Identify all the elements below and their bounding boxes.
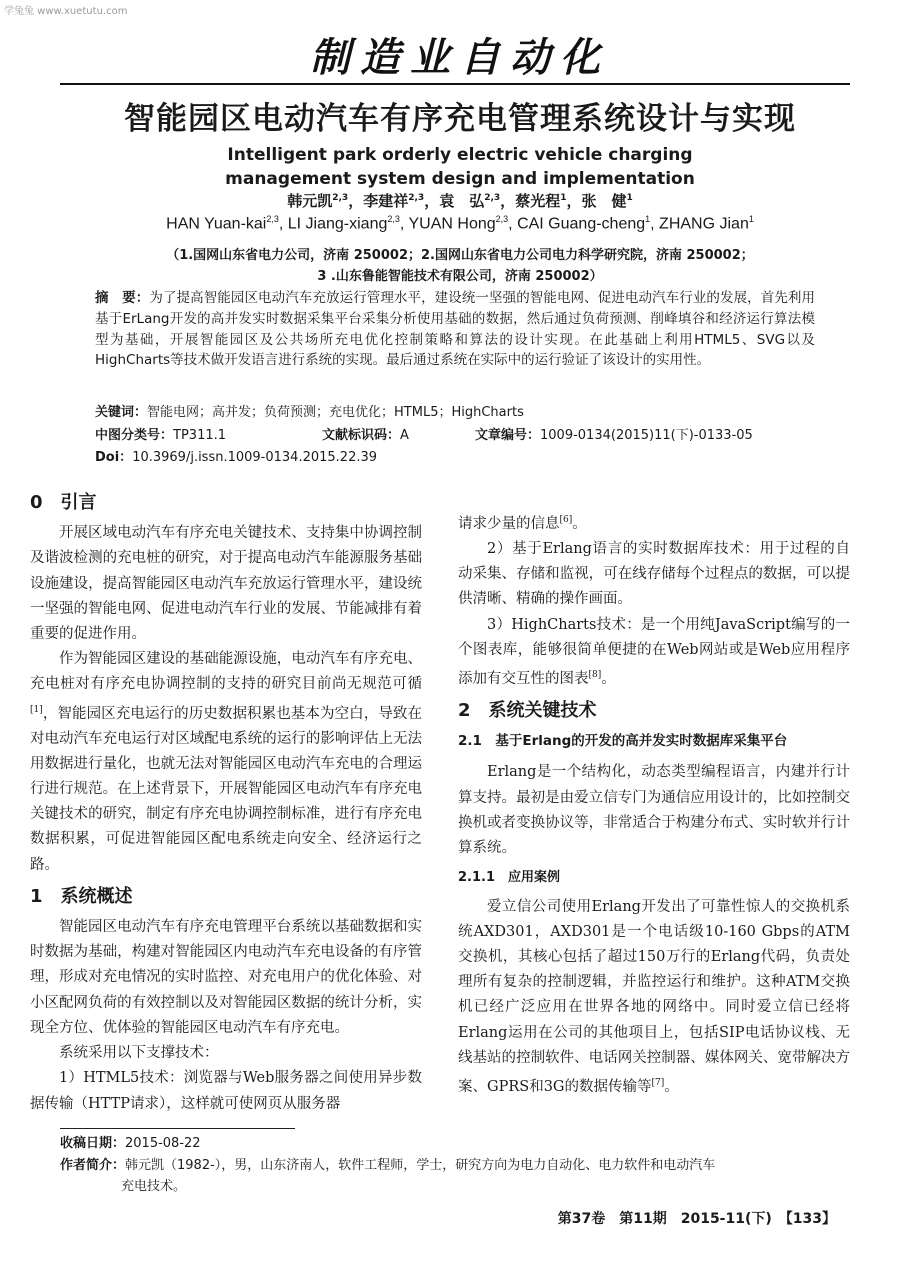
section-0-paragraph-2 <box>30 647 422 878</box>
citation-7: [7] <box>651 1077 665 1088</box>
left-column <box>30 484 422 1117</box>
author-bio-line-1: 韩元凯（1982-），男，山东济南人，软件工程师，学士，研究方向为电力自动化、电力软件和电动汽车 <box>125 1158 716 1173</box>
author-en-affil-mark-4: 1 <box>645 214 651 224</box>
author-en-affil-mark-3: 2,3 <box>495 214 509 224</box>
doi-label: Doi： <box>95 450 133 465</box>
doc-code-value: A <box>400 428 409 443</box>
right-paragraph-2 <box>458 613 850 692</box>
article-no-value: 1009-0134(2015)11(下)-0133-05 <box>540 428 753 443</box>
section-1-heading: 1 系统概述 <box>30 885 133 907</box>
received-value: 2015-08-22 <box>125 1136 201 1151</box>
section-1-paragraph-3: 1）HTML5技术：浏览器与Web服务器之间使用异步数据传输（HTTP请求），这样就可使网页从服务器 <box>30 1070 422 1112</box>
keywords <box>95 401 524 420</box>
article-number <box>475 424 753 443</box>
author-en-affil-mark-5: 1 <box>748 214 754 224</box>
author-bio <box>60 1155 850 1176</box>
r-p0-text-a: 请求少量的信息 <box>458 515 560 532</box>
author-cn-name-3: 袁 弘 <box>439 192 485 210</box>
right-paragraph-0 <box>458 508 850 537</box>
s211-p1-text-b: 。 <box>664 1078 679 1095</box>
clc-value: TP311.1 <box>173 428 227 443</box>
authors-english: HAN Yuan-kai$^{2,3}$, LI Jiang-xiang$^{2,3}$, YUAN Hong$^{2,3}$, CAI Guang-cheng$^1$, ZHANG Jian$^1$ <box>166 214 754 233</box>
author-en-name-2: LI Jiang-xiang <box>287 215 388 233</box>
r-p0-text-b: 。 <box>572 515 587 532</box>
abstract-label: 摘 要： <box>95 290 150 306</box>
section-2-1-paragraph-1: Erlang是一个结构化，动态类型编程语言，内建并行计算支持。最初是由爱立信专门为通信应用设计的，比如控制交换机或者变换协议等，非常适合于构建分布式、实时软并行计算系统。 <box>458 764 850 857</box>
section-2-heading: 2 系统关键技术 <box>458 700 597 722</box>
abstract-text: 为了提高智能园区电动汽车充放运行管理水平，建设统一坚强的智能电网、促进电动汽车行业的发展，首先利用基于ErLang开发的高并发实时数据采集平台采集分析使用基础的数据，然后通过负荷预测、削峰填谷和经济运行算法模型为基础，开展智能园区及公共场所充电优化控制策略和算法的设计实现。在此基础上利用HTML5、SVG以及HighCharts等技术做开发语言进行系统的实现。最后通过系统在实际中的运行验证了该设计的实用性。 <box>95 290 816 369</box>
section-0-heading: 0 引言 <box>30 492 97 513</box>
author-cn-name-2: 李建祥 <box>363 192 409 210</box>
clc-number <box>95 424 226 443</box>
clc-label: 中图分类号： <box>95 428 174 443</box>
author-en-name-4: CAI Guang-cheng <box>517 215 646 233</box>
right-column <box>458 508 850 1100</box>
footnote-rule <box>60 1128 295 1129</box>
document-code <box>322 424 409 443</box>
article-no-label: 文章编号： <box>475 428 541 443</box>
author-en-affil-mark-1: 2,3 <box>266 214 279 224</box>
doi <box>95 446 377 465</box>
doc-code-label: 文献标识码： <box>322 428 401 443</box>
s0-p2-text-a: 作为智能园区建设的基础能源设施，电动汽车有序充电、充电桩对有序充电协调控制的支持的研究目前尚无规范可循 <box>30 651 422 693</box>
section-2-1-1-paragraph-1 <box>458 895 850 1100</box>
section-2-1-1-heading: 2.1.1 应用案例 <box>458 870 561 886</box>
abstract <box>95 288 815 371</box>
section-1-paragraph-1: 智能园区电动汽车有序充电管理平台系统以基础数据和实时数据为基础，构建对智能园区内电动汽车充电设备的有序管理，形成对充电情况的实时监控、对充电用户的优化体验、对小区配网负荷的有效控制以及对智能园区数据的统计分析，实现全方位、优体验的智能园区电动汽车有序充电。 <box>30 919 422 1036</box>
page-info: 第37卷 第11期 2015-11(下) 【133】 <box>557 1211 836 1227</box>
r-p2-text-b: 。 <box>601 670 616 687</box>
section-1-paragraph-2: 系统采用以下支撑技术： <box>59 1045 219 1062</box>
s211-p1-text-a: 爱立信公司使用Erlang开发出了可靠性惊人的交换机系统AXD301，AXD301是一个电话级10-160 Gbps的ATM交换机，其核心包括了超过150万行的Erlang代码，负责处理所有复杂的控制逻辑，并监控运行和维护。这种ATM交换机已经广泛应用在世界各地的网络中。同时爱立信已经将Erlang运用在公司的其他项目上，包括SIP电话协议栈、无线基站的控制软件、电话网关控制器、媒体网关、宽带解决方案、GPRS和3G的数据传输等 <box>458 898 850 1095</box>
keywords-text: 智能电网；高并发；负荷预测；充电优化；HTML5；HighCharts <box>147 405 524 420</box>
en-title-line-2: management system design and implementation <box>225 169 695 189</box>
keywords-label: 关键词： <box>95 405 148 420</box>
author-en-name-1: HAN Yuan-kai <box>166 215 267 233</box>
header-rule <box>60 83 850 85</box>
author-cn-name-5: 张 健 <box>581 192 627 210</box>
author-cn-affil-mark-3: 2,3 <box>484 193 501 203</box>
author-cn-affil-mark-4: 1 <box>560 193 567 203</box>
authors-chinese: 韩元凯$^{2,3}$，李建祥$^{2,3}$，袁 弘$^{2,3}$，蔡光程$^1$，张 健$^1$ <box>287 192 633 210</box>
doi-value: 10.3969/j.issn.1009-0134.2015.22.39 <box>132 450 378 465</box>
author-cn-affil-mark-1: 2,3 <box>332 193 349 203</box>
right-paragraph-1: 2）基于Erlang语言的实时数据库技术：用于过程的自动采集、存储和监视，可在线存储每个过程点的数据，可以提供清晰、精确的操作画面。 <box>458 541 850 608</box>
journal-name: 制造业自动化 <box>310 34 610 81</box>
citation-1: [1] <box>30 704 43 715</box>
author-en-name-3: YUAN Hong <box>408 215 496 233</box>
en-title-line-1: Intelligent park orderly electric vehicle charging <box>227 145 693 165</box>
section-2-1-heading: 2.1 基于Erlang的开发的高并发实时数据库采集平台 <box>458 733 788 750</box>
affiliation-line-1: （1.国网山东省电力公司，济南 250002；2.国网山东省电力公司电力科学研究院，济南 250002； <box>166 248 754 263</box>
author-bio-label: 作者简介： <box>60 1158 126 1173</box>
author-cn-affil-mark-2: 2,3 <box>408 193 425 203</box>
paper-title-english <box>0 143 920 191</box>
s0-p2-text-b: ，智能园区充电运行的历史数据积累也基本为空白，导致在对电动汽车充电运行对区域配电系统的运行的影响评估上无法用数据进行量化，也就无法对智能园区电动汽车充电的合理运行进行规范。在上述背景下，开展智能园区电动汽车有序充电关键技术的研究，制定有序充电协调控制标准，进行有序充电数据积累，可促进智能园区配电系统走向安全、经济运行之路。 <box>30 705 422 873</box>
author-cn-affil-mark-5: 1 <box>626 193 633 203</box>
author-cn-name-1: 韩元凯 <box>287 192 333 210</box>
received-label: 收稿日期： <box>60 1136 126 1151</box>
received-date <box>60 1133 850 1154</box>
affiliation-line-2: 3 .山东鲁能智能技术有限公司，济南 250002） <box>317 269 603 284</box>
author-cn-name-4: 蔡光程 <box>515 192 561 210</box>
r-p2-text-a: 3）HighCharts技术：是一个用纯JavaScript编写的一个图表库，能够很简单便捷的在Web网站或是Web应用程序添加有交互性的图表 <box>458 616 850 687</box>
section-0-paragraph-1: 开展区域电动汽车有序充电关键技术、支持集中协调控制及谐波检测的充电桩的研究，对于提高电动汽车能源服务基础设施建设，提高智能园区电动汽车充放运行管理水平，建设统一坚强的智能电网、促进电动汽车行业的发展、节能减排有着重要的促进作用。 <box>30 525 422 643</box>
author-en-name-5: ZHANG Jian <box>659 215 749 233</box>
paper-title: 智能园区电动汽车有序充电管理系统设计与实现 <box>124 101 796 137</box>
author-en-affil-mark-2: 2,3 <box>387 214 400 224</box>
citation-6: [6] <box>559 515 573 525</box>
author-bio-continued: 充电技术。 <box>121 1179 187 1194</box>
watermark: 学兔兔 www.xuetutu.com <box>4 6 128 17</box>
citation-8: [8] <box>588 670 602 681</box>
